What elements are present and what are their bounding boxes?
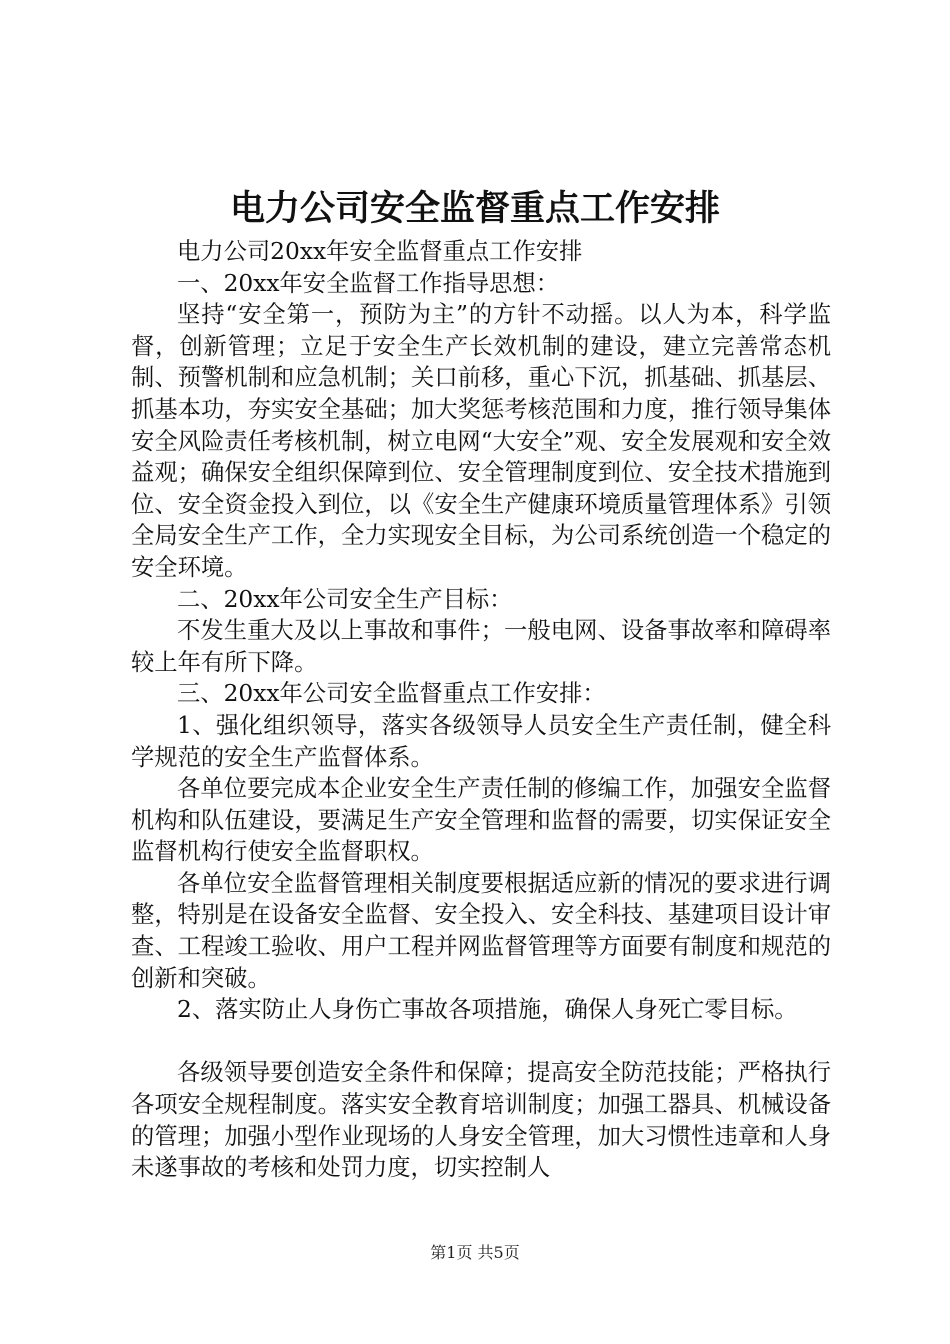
paragraph-task-2: 2、落实防止人身伤亡事故各项措施，确保人身死亡零目标。 [177, 996, 798, 1024]
page-footer: 第1页 共5页 [430, 1243, 520, 1262]
section-heading-key-tasks: 三、20xx年公司安全监督重点工作安排： [177, 680, 606, 708]
paragraph-safety-goal: 不发生重大及以上事故和事件；一般电网、设备事故率和障碍率较上年有所下降。 [131, 617, 831, 676]
blank-line [131, 1026, 831, 1058]
paragraph-guiding-thought: 坚持“安全第一，预防为主”的方针不动摇。以人为本，科学监督，创新管理；立足于安全生产长效机制的建设，建立完善常态机制、预警机制和应急机制；关口前移，重心下沉，抓基础、抓基层、抓基本功，夯实安全基础；加大奖惩考核范围和力度，推行领导集体安全风险责任考核机制，树立电网“大安全”观、安全发展观和安全效益观；确保安全组织保障到位、安全管理制度到位、安全技术措施到位、安全资金投入到位，以《安全生产健康环境质量管理体系》引领全局安全生产工作，全力实现安全目标，为公司系统创造一个稳定的安全环境。 [131, 301, 831, 581]
document-body [131, 236, 831, 1184]
section-heading-guiding-thought: 一、20xx年安全监督工作指导思想： [177, 269, 560, 297]
paragraph-task-1: 1、强化组织领导，落实各级领导人员安全生产责任制，健全科学规范的安全生产监督体系。 [131, 711, 831, 771]
paragraph-task-1-detail-b: 各单位安全监督管理相关制度要根据适应新的情况的要求进行调整，特别是在设备安全监督、安全投入、安全科技、基建项目设计审查、工程竣工验收、用户工程并网监督管理等方面要有制度和规范的创新和突破。 [131, 869, 831, 992]
paragraph-subtitle: 电力公司20xx年安全监督重点工作安排 [177, 238, 583, 265]
paragraph-task-2-detail: 各级领导要创造安全条件和保障；提高安全防范技能；严格执行各项安全规程制度。落实安全教育培训制度；加强工器具、机械设备的管理；加强小型作业现场的人身安全管理，加大习惯性违章和人身未遂事故的考核和处罚力度，切实控制人 [131, 1059, 831, 1182]
paragraph-task-1-detail-a: 各单位要完成本企业安全生产责任制的修编工作，加强安全监督机构和队伍建设，要满足生产安全管理和监督的需要，切实保证安全监督机构行使安全监督职权。 [131, 775, 831, 866]
document-title: 电力公司安全监督重点工作安排 [229, 188, 720, 229]
section-heading-safety-goal: 二、20xx年公司安全生产目标： [177, 585, 513, 613]
